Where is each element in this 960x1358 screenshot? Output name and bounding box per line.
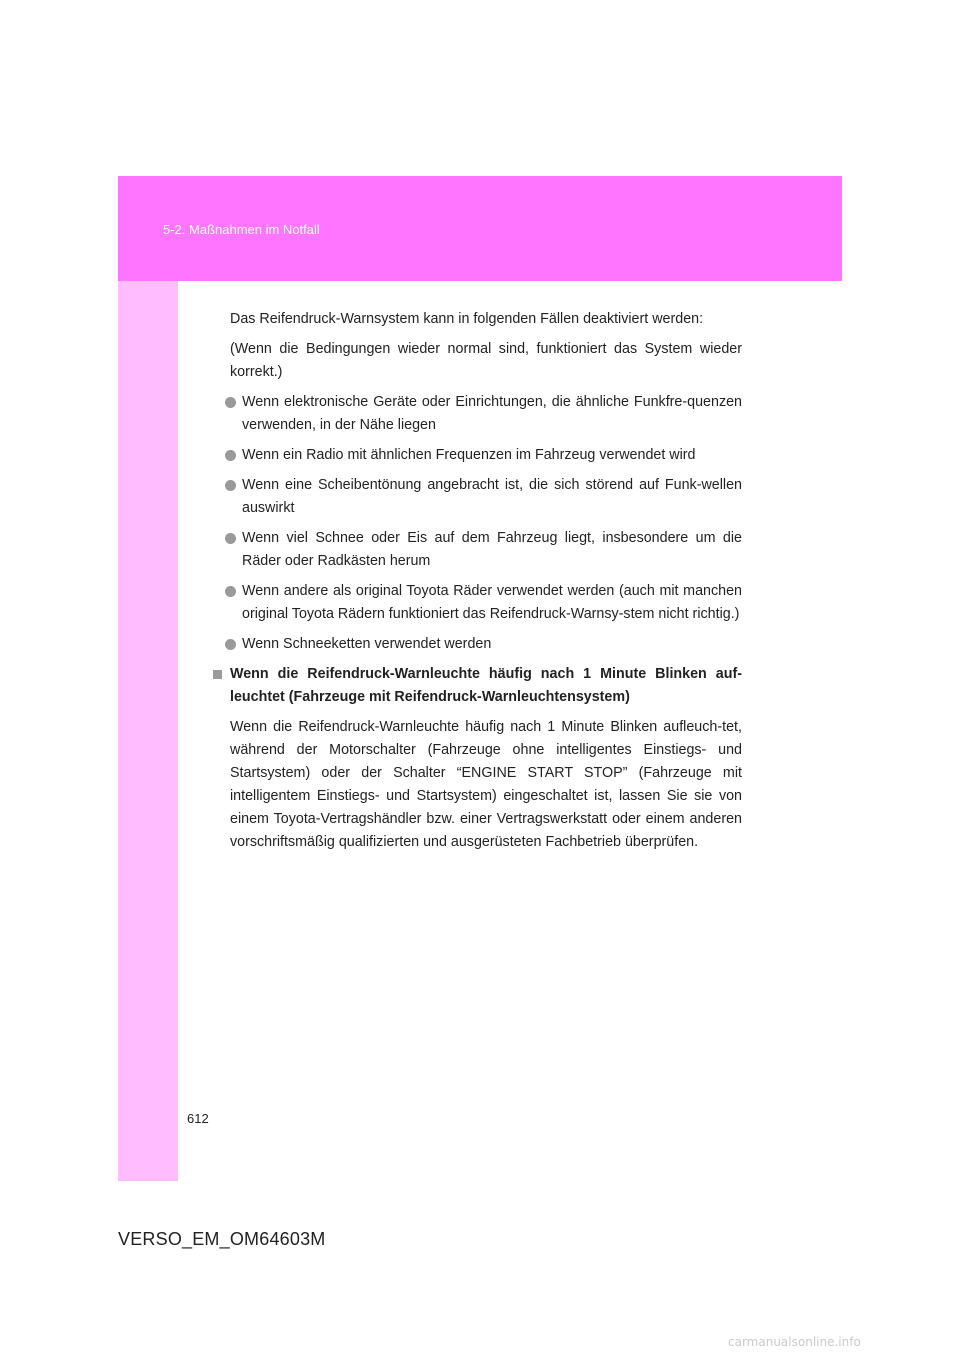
page-number: 612 (187, 1111, 209, 1126)
body-paragraph: Wenn die Reifendruck-Warnleuchte häufig nach 1 Minute Blinken aufleuch-tet, während der Motorschalter (Fahrzeuge ohne intelligentes Einstiegs- und Startsystem) oder der Schalter “ENGINE START STOP” (Fahrzeuge mit intelligentem Einstiegs- und Startsystem) eingeschaltet ist, lassen Sie sie von einem Toyota-Vertragshändler bzw. einer Vertragswerkstatt oder einem anderen vorschriftsmäßig qualifizierten und ausgerüsteten Fachbetrieb überprüfen. (230, 719, 742, 850)
list-item (212, 633, 742, 656)
document-code: VERSO_EM_OM64603M (118, 1229, 326, 1249)
side-strip (118, 281, 178, 1181)
list-item-text: Wenn viel Schnee oder Eis auf dem Fahrzeug liegt, insbesondere um die Räder oder Radkästen herum (242, 530, 742, 569)
list-item-text: Wenn eine Scheibentönung angebracht ist, die sich störend auf Funk-wellen auswirkt (242, 477, 742, 516)
bullet-dot-icon (225, 639, 236, 650)
list-item-text: Wenn ein Radio mit ähnlichen Frequenzen im Fahrzeug verwendet wird (242, 447, 696, 463)
watermark: carmanualsonline.info (728, 1335, 861, 1349)
list-item (212, 580, 742, 626)
list-item (212, 391, 742, 437)
subsection-heading (212, 663, 742, 709)
page-content (212, 308, 742, 861)
note-paragraph: (Wenn die Bedingungen wieder normal sind, funktioniert das System wieder korrekt.) (230, 341, 742, 380)
subsection-heading-text: Wenn die Reifendruck-Warnleuchte häufig nach 1 Minute Blinken auf-leuchtet (Fahrzeuge mit Reifendruck-Warnleuchtensystem) (230, 666, 742, 705)
list-item-text: Wenn andere als original Toyota Räder verwendet werden (auch mit manchen original Toyota Rädern funktioniert das Reifendruck-Warnsy-stem nicht richtig.) (242, 583, 742, 622)
list-item-text: Wenn elektronische Geräte oder Einrichtungen, die ähnliche Funkfre-quenzen verwenden, in der Nähe liegen (242, 394, 742, 433)
list-item (212, 444, 742, 467)
bullet-dot-icon (225, 533, 236, 544)
intro-paragraph: Das Reifendruck-Warnsystem kann in folgenden Fällen deaktiviert werden: (230, 311, 704, 327)
bullet-dot-icon (225, 586, 236, 597)
heading-square-icon (213, 670, 222, 679)
bullet-dot-icon (225, 480, 236, 491)
bullet-dot-icon (225, 397, 236, 408)
list-item (212, 527, 742, 573)
section-title: 5-2. Maßnahmen im Notfall (163, 222, 320, 237)
list-item (212, 474, 742, 520)
bullet-dot-icon (225, 450, 236, 461)
list-item-text: Wenn Schneeketten verwendet werden (242, 636, 492, 652)
